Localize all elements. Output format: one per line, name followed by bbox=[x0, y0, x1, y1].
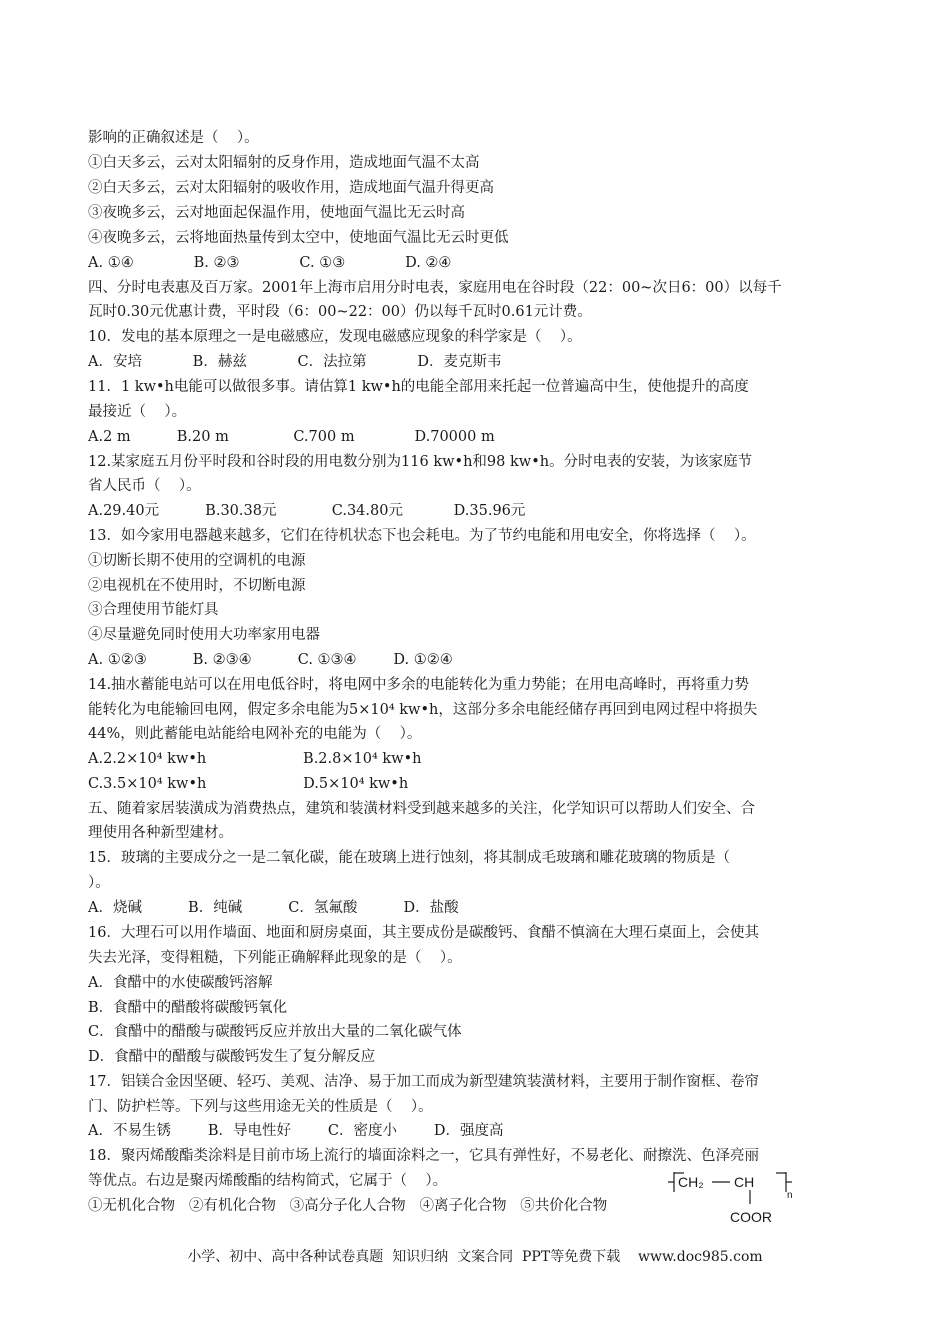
text-line: ）。 bbox=[88, 875, 110, 891]
text-line: A．安培 B．赫兹 C．法拉第 D．麦克斯韦 bbox=[88, 354, 502, 370]
formula-n: n bbox=[787, 1190, 793, 1201]
text-line: A.29.40元 B.30.38元 C.34.80元 D.35.96元 bbox=[88, 503, 526, 519]
text-line: 12.某家庭五月份平时段和谷时段的用电数分别为116 kw•h和98 kw•h。分时电表的安装，为该家庭节 bbox=[88, 454, 753, 470]
text-line: 影响的正确叙述是（ ）。 bbox=[88, 130, 259, 146]
text-line: 11．1 kw•h电能可以做很多事。请估算1 kw•h的电能全部用来托起一位普遍高中生，使他提升的高度 bbox=[88, 379, 749, 395]
text-line: ②白天多云，云对太阳辐射的吸收作用，造成地面气温升得更高 bbox=[88, 180, 494, 196]
text-line: A. ①②③ B. ②③④ C. ①③④ D. ①②④ bbox=[88, 652, 453, 668]
text-line: ②电视机在不使用时，不切断电源 bbox=[88, 578, 306, 594]
page-footer: 小学、初中、高中各种试卷真题 知识归纳 文案合同 PPT等免费下载 www.doc985.com bbox=[187, 1249, 763, 1265]
text-line: ③夜晚多云，云对地面起保温作用，使地面气温比无云时高 bbox=[88, 205, 465, 221]
text-line: 14.抽水蓄能电站可以在用电低谷时，将电网中多余的电能转化为重力势能；在用电高峰时，再将重力势 bbox=[88, 677, 750, 693]
text-line: 16．大理石可以用作墙面、地面和厨房桌面，其主要成份是碳酸钙、食醋不慎滴在大理石桌面上，会使其 bbox=[88, 925, 759, 941]
text-line: 10．发电的基本原理之一是电磁感应，发现电磁感应现象的科学家是（ ）。 bbox=[88, 329, 582, 345]
text-line: ④夜晚多云，云将地面热量传到太空中，使地面气温比无云时更低 bbox=[88, 230, 509, 246]
text-line: ④尽量避免同时使用大功率家用电器 bbox=[88, 627, 320, 643]
text-line: 省人民币（ ）。 bbox=[88, 478, 201, 494]
text-line: 瓦时0.30元优惠计费，平时段（6：00~22：00）仍以每千瓦时0.61元计费。 bbox=[88, 304, 592, 320]
text-line: ①白天多云，云对太阳辐射的反身作用，造成地面气温不太高 bbox=[88, 155, 480, 171]
text-line: 17．铝镁合金因坚硬、轻巧、美观、洁净、易于加工而成为新型建筑装潢材料，主要用于制作窗框、卷帘 bbox=[88, 1074, 759, 1090]
text-line: D．食醋中的醋酸与碳酸钙发生了复分解反应 bbox=[88, 1049, 376, 1065]
text-line: 理使用各种新型建材。 bbox=[88, 825, 233, 841]
text-line: 最接近（ ）。 bbox=[88, 404, 187, 420]
text-line: 等优点。右边是聚丙烯酸酯的结构简式，它属于（ ）。 bbox=[88, 1173, 448, 1189]
formula-ch: CH bbox=[734, 1174, 755, 1190]
text-line: B．食醋中的醋酸将碳酸钙氧化 bbox=[88, 1000, 288, 1016]
text-line: ①切断长期不使用的空调机的电源 bbox=[88, 553, 306, 569]
text-line: 能转化为电能输回电网，假定多余电能为5×10⁴ kw•h，这部分多余电能经储存再回到电网过程中将损失 bbox=[88, 702, 758, 718]
text-line: ①无机化合物 ②有机化合物 ③高分子化人合物 ④离子化合物 ⑤共价化合物 bbox=[88, 1198, 608, 1214]
text-line: A．不易生锈 B．导电性好 C．密度小 D．强度高 bbox=[88, 1123, 504, 1139]
text-line: 13．如今家用电器越来越多，它们在待机状态下也会耗电。为了节约电能和用电安全，你将选择（ ）。 bbox=[88, 528, 756, 544]
text-line: C.3.5×10⁴ kw•h D.5×10⁴ kw•h bbox=[88, 776, 409, 792]
text-line: A. ①④ B. ②③ C. ①③ D. ②④ bbox=[88, 255, 452, 271]
text-line: 四、分时电表惠及百万家。2001年上海市启用分时电表，家庭用电在谷时段（22：00~次日6：00）以每千 bbox=[88, 280, 782, 296]
polyacrylate-structural-formula bbox=[668, 1166, 798, 1228]
text-line: 五、随着家居装潢成为消费热点，建筑和装潢材料受到越来越多的关注，化学知识可以帮助人们安全、合 bbox=[88, 801, 755, 817]
text-line: ③合理使用节能灯具 bbox=[88, 602, 219, 618]
text-line: A．烧碱 B．纯碱 C．氢氟酸 D．盐酸 bbox=[88, 900, 459, 916]
text-line: 门、防护栏等。下列与这些用途无关的性质是（ ）。 bbox=[88, 1099, 433, 1115]
formula-ch2: CH₂ bbox=[678, 1174, 704, 1190]
text-line: A.2.2×10⁴ kw•h B.2.8×10⁴ kw•h bbox=[88, 751, 422, 767]
text-line: 44%，则此蓄能电站能给电网补充的电能为（ ）。 bbox=[88, 726, 422, 742]
text-line: 15．玻璃的主要成分之一是二氧化碳，能在玻璃上进行蚀刻，将其制成毛玻璃和雕花玻璃的物质是（ bbox=[88, 850, 730, 866]
text-line: A.2 m B.20 m C.700 m D.70000 m bbox=[88, 429, 495, 445]
text-line: 失去光泽，变得粗糙，下列能正确解释此现象的是（ ）。 bbox=[88, 950, 462, 966]
text-line: 18．聚丙烯酸酯类涂料是目前市场上流行的墙面涂料之一，它具有弹性好，不易老化、耐擦洗、色泽亮丽 bbox=[88, 1148, 759, 1164]
formula-coor: COOR bbox=[730, 1209, 772, 1225]
text-line: A．食醋中的水使碳酸钙溶解 bbox=[88, 975, 273, 991]
text-line: C．食醋中的醋酸与碳酸钙反应并放出大量的二氧化碳气体 bbox=[88, 1024, 462, 1040]
